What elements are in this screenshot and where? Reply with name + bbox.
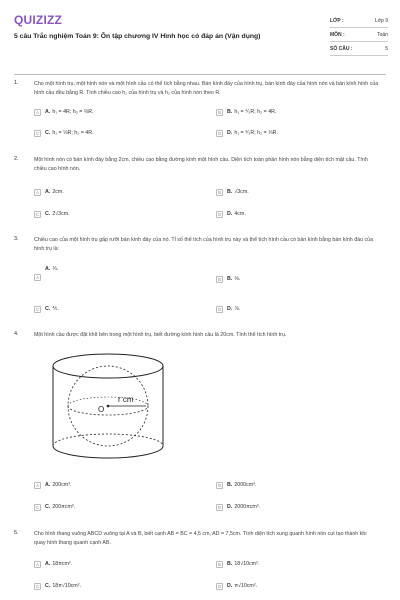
question-number: 4. (14, 331, 19, 337)
option-text: 2√3cm. (52, 211, 70, 217)
option-letter-box: D (217, 306, 222, 312)
option-key: B. (227, 482, 233, 488)
option-c[interactable] (34, 304, 59, 314)
option-a[interactable] (34, 107, 94, 117)
option-key: B. (227, 109, 233, 115)
option-letter-box: A (34, 189, 41, 196)
option-text: 2cm. (52, 189, 64, 195)
option-text: 200cm³. (52, 482, 72, 488)
option-d[interactable] (216, 128, 278, 138)
question-number: 1. (14, 80, 19, 86)
option-key: A. (45, 266, 51, 272)
option-text: h₁ = 4R; h₂ = ⅔R. (52, 109, 94, 115)
option-letter-box: C (35, 583, 40, 589)
option-text: √3cm. (234, 189, 249, 195)
option-d[interactable] (216, 209, 246, 219)
option-letter-box: B (216, 276, 223, 283)
option-letter-box: D (217, 504, 222, 510)
header (0, 0, 400, 62)
question-number: 5. (14, 530, 19, 536)
option-letter-box: D (217, 583, 222, 589)
option-key: D. (227, 211, 233, 217)
question-text: Một hình cầu được đặt khít bên trong một hình trụ, biết đường kính hình cầu là 20cm. Tính thể tích hình trụ. (34, 332, 287, 338)
option-b[interactable] (216, 559, 259, 569)
option-b[interactable] (216, 187, 249, 197)
meta-label: MÔN : (330, 31, 345, 38)
option-letter-box: C (35, 306, 40, 312)
option-text: 2000cm³. (234, 482, 257, 488)
option-text: ⅞. (234, 306, 241, 312)
option-key: D. (227, 583, 233, 589)
option-text: 4cm. (234, 211, 246, 217)
option-b[interactable] (216, 480, 256, 490)
option-text: h₁ = ⁴⁄₃R; h₂ = ⅓R. (234, 130, 278, 136)
option-text: 18π√10cm². (52, 583, 81, 589)
meta-value: Toán (377, 31, 388, 38)
option-text: π√10cm². (234, 583, 258, 589)
meta-label: SỐ CÂU : (330, 45, 353, 52)
option-d[interactable] (216, 581, 257, 591)
option-c[interactable] (34, 581, 81, 591)
option-key: A. (45, 189, 51, 195)
option-a[interactable] (34, 559, 72, 569)
option-key: A. (45, 561, 51, 567)
option-key: A. (45, 109, 51, 115)
cylinder-sphere-figure (48, 352, 168, 460)
meta-info (330, 14, 388, 56)
option-letter-box: A (34, 109, 41, 116)
option-text: ⅓. (52, 266, 59, 272)
center-label: O (98, 405, 105, 414)
option-a[interactable] (34, 187, 64, 197)
meta-label: LỚP : (330, 17, 344, 24)
question-text: Cho hình thang vuông ABCD vuông tại A và B, biết cạnh AB = BC = 4,5 cm, AD = 7,5cm. Tính diện tích xung quanh hình nón cụt tạo thành khi quay hình thang quanh cạnh AB. (34, 531, 367, 546)
option-text: h₁ = ⁴⁄₃R; h₂ = 4R. (234, 109, 277, 115)
option-text: 18√10cm². (234, 561, 260, 567)
option-text: 2000πcm³. (234, 504, 261, 510)
option-key: D. (227, 504, 233, 510)
option-b[interactable] (216, 274, 240, 284)
option-key: C. (45, 306, 51, 312)
meta-value: Lớp 9 (374, 17, 388, 24)
option-letter-box: B (216, 561, 223, 568)
option-a[interactable] (34, 266, 58, 284)
quizizz-logo: QUIZIZZ (14, 13, 63, 27)
option-letter-box: B (216, 482, 223, 489)
option-letter-box: A (34, 561, 41, 568)
option-text: ⅘. (52, 306, 59, 312)
option-b[interactable] (216, 107, 276, 117)
option-key: B. (227, 561, 233, 567)
option-c[interactable] (34, 128, 94, 138)
option-d[interactable] (216, 304, 240, 314)
meta-value: 5 (385, 45, 388, 52)
option-letter-box: B (216, 109, 223, 116)
option-key: C. (45, 130, 51, 136)
option-letter-box: D (217, 211, 222, 217)
question-text: Cho một hình trụ, một hình nón và một hình cầu có thể tích bằng nhau. Bán kính đáy của hình trụ, bán kính đáy của hình nón và bán kính hình của hình cầu đều bằng R. Tính chiều cao h₁ của hình trụ và h₂ của hình nón theo R. (34, 81, 379, 96)
option-key: C. (45, 211, 51, 217)
question-text: Chiều cao của một hình trụ gấp rưỡi bán kính đáy của nó. Tỉ số thể tích của hình trụ này và thể tích hình cầu có bán kính bằng bán kính đáu của hình trụ là: (34, 237, 374, 252)
option-letter-box: C (35, 130, 40, 136)
meta-row-lop (330, 14, 388, 28)
option-c[interactable] (34, 502, 75, 512)
header-divider (14, 74, 386, 75)
option-text: ⅛. (234, 276, 241, 282)
question-number: 3. (14, 236, 19, 242)
option-letter-box: C (35, 504, 40, 510)
option-c[interactable] (34, 209, 70, 219)
option-letter-box: A (34, 482, 41, 489)
option-d[interactable] (216, 502, 260, 512)
question-text: Một hình nón có bán kính đáy bằng 2cm, chiều cao bằng đường kính một hình cầu. Diện tích toàn phần hình nón bằng diện tích mặt cầu. Tính chiều cao hình nón. (34, 157, 368, 172)
option-text: 200πcm³. (52, 504, 76, 510)
option-letter-box: C (35, 211, 40, 217)
option-letter-box: D (217, 130, 222, 136)
option-key: C. (45, 504, 51, 510)
option-key: B. (227, 189, 233, 195)
option-letter-box: B (216, 189, 223, 196)
radius-label: r cm (118, 395, 134, 404)
option-key: C. (45, 583, 51, 589)
option-key: D. (227, 306, 233, 312)
option-text: 18πcm². (52, 561, 73, 567)
question-number: 2. (14, 156, 19, 162)
option-key: A. (45, 482, 51, 488)
meta-row-socau (330, 42, 388, 56)
option-letter-box: A (34, 274, 41, 281)
option-key: B. (227, 276, 233, 282)
option-a[interactable] (34, 480, 71, 490)
meta-row-mon (330, 28, 388, 42)
page-title: 5 câu Trắc nghiệm Toán 9: Ôn tập chương IV Hình học có đáp án (Vận dụng) (14, 33, 261, 40)
option-text: h₁ = ⅓R; h₂ = 4R. (52, 130, 94, 136)
option-key: D. (227, 130, 233, 136)
